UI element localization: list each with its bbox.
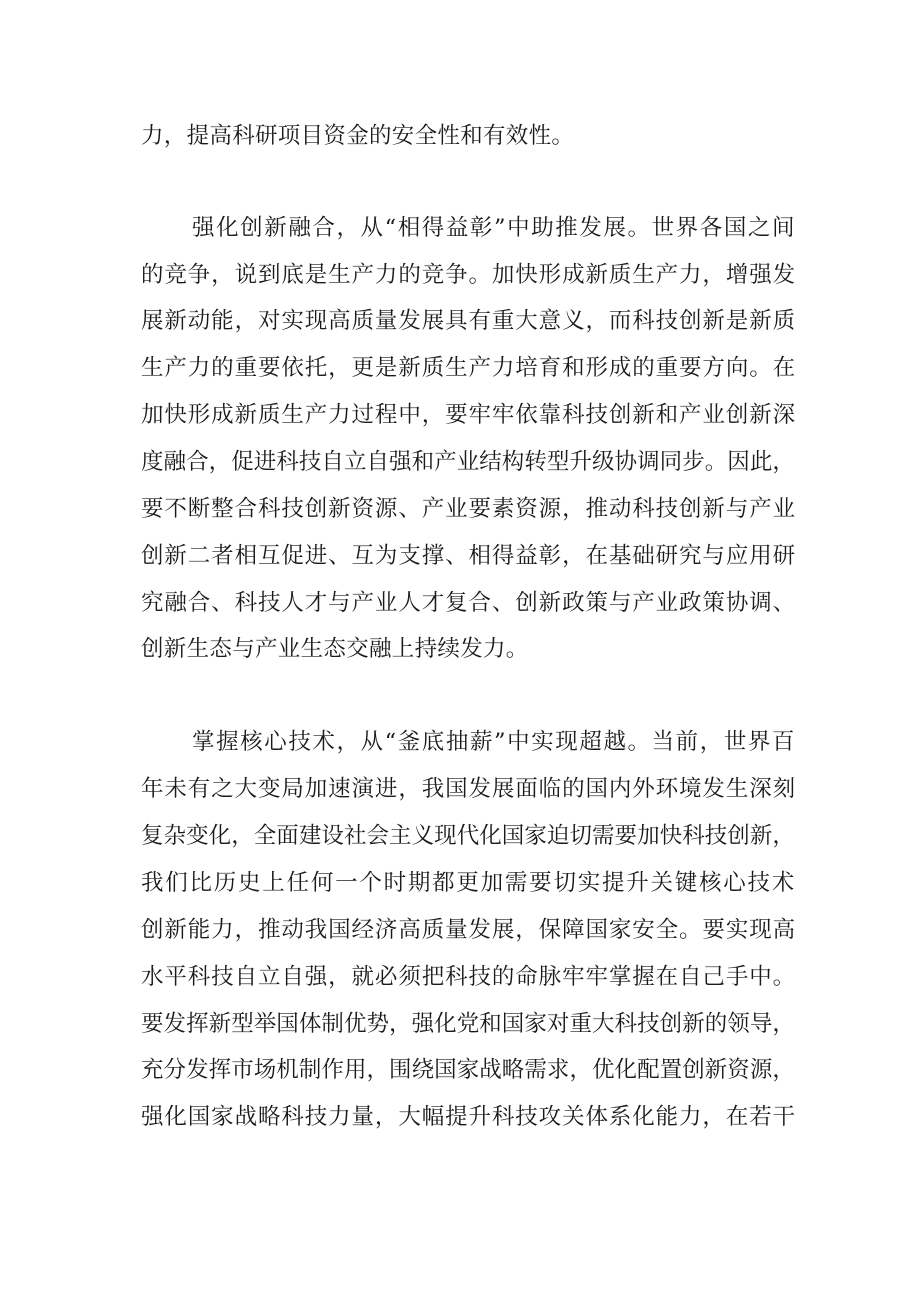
paragraph-2-line-5: 加快形成新质生产力过程中，要牢牢依靠科技创新和产业创新深 [141,402,796,428]
paragraph-1-line-1: 力，提高科研项目资金的安全性和有效性。 [141,123,575,149]
paragraph-3-line-6: 水平科技自立自强，就必须把科技的命脉牢牢掌握在自己手中。 [141,964,796,990]
paragraph-2-line-2: 的竞争，说到底是生产力的竞争。加快形成新质生产力，增强发 [141,262,796,288]
paragraph-3-line-9: 强化国家战略科技力量，大幅提升科技攻关体系化能力，在若干 [141,1104,796,1130]
paragraph-3-line-4: 我们比历史上任何一个时期都更加需要切实提升关键核心技术 [141,870,797,896]
paragraph-2-line-4: 生产力的重要依托，更是新质生产力培育和形成的重要方向。在 [141,355,796,381]
paragraph-2-line-8: 创新二者相互促进、互为支撑、相得益彰，在基础研究与应用研 [141,543,796,569]
paragraph-3-line-1: 掌握核心技术，从“釜底抽薪”中实现超越。当前，世界百 [192,729,797,755]
paragraph-2-line-10: 创新生态与产业生态交融上持续发力。 [141,636,529,662]
paragraph-3-line-3: 复杂变化，全面建设社会主义现代化国家迫切需要加快科技创新， [141,823,795,849]
paragraph-3-line-5: 创新能力，推动我国经济高质量发展，保障国家安全。要实现高 [141,917,796,943]
paragraph-2-line-6: 度融合，促进科技自立自强和产业结构转型升级协调同步。因此， [141,449,795,475]
paragraph-2-line-9: 究融合、科技人才与产业人才复合、创新政策与产业政策协调、 [141,590,796,616]
paragraph-2-line-7: 要不断整合科技创新资源、产业要素资源，推动科技创新与产业 [141,496,796,522]
paragraph-2-line-1: 强化创新融合，从“相得益彰”中助推发展。世界各国之间 [192,215,797,241]
paragraph-2-line-3: 展新动能，对实现高质量发展具有重大意义，而科技创新是新质 [141,308,796,334]
paragraph-3-line-8: 充分发挥市场机制作用，围绕国家战略需求，优化配置创新资源， [141,1057,795,1083]
paragraph-3-line-7: 要发挥新型举国体制优势，强化党和国家对重大科技创新的领导， [141,1011,795,1037]
paragraph-3-line-2: 年未有之大变局加速演进，我国发展面临的国内外环境发生深刻 [141,776,796,802]
